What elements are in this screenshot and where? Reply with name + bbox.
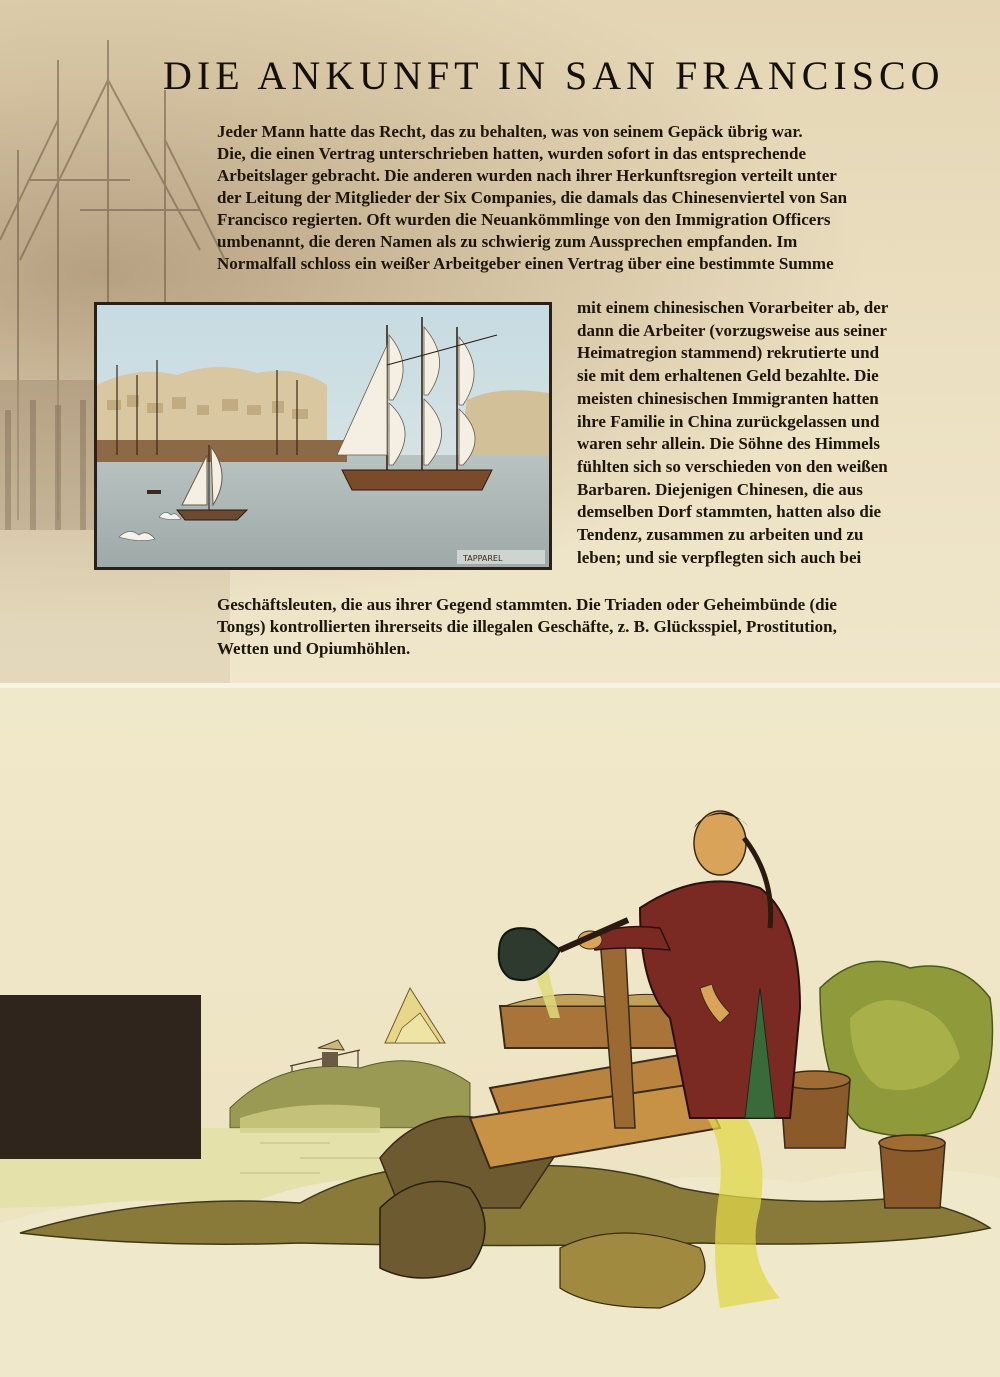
text-line: fühlten sich so verschieden von den weißen — [577, 456, 888, 476]
text-line: sie mit dem erhaltenen Geld bezahlte. Die — [577, 366, 879, 386]
artist-signature: TAPPAREL — [463, 554, 503, 563]
text-line: Die, die einen Vertrag unterschrieben hatten, wurden sofort in das entsprechende — [217, 144, 806, 163]
text-line: umbenannt, die deren Namen als zu schwierig zum Aussprechen empfanden. Im — [217, 232, 798, 251]
text-line: Arbeitslager gebracht. Die anderen wurden nach ihrer Herkunftsregion verteilt unter — [217, 166, 837, 185]
article-text-top — [217, 121, 937, 275]
text-line: Wetten und Opiumhöhlen. — [217, 639, 411, 658]
text-line: dann die Arbeiter (vorzugsweise aus seiner — [577, 320, 887, 340]
text-line: leben; und sie verpflegten sich auch bei — [577, 547, 862, 567]
page-title: DIE ANKUNFT IN SAN FRANCISCO — [163, 53, 945, 98]
article-text-right — [577, 297, 947, 569]
text-line: meisten chinesischen Immigranten hatten — [577, 388, 879, 408]
top-text-panel — [0, 0, 1000, 683]
text-line: mit einem chinesischen Vorarbeiter ab, der — [577, 298, 889, 317]
article-text-bottom — [217, 594, 957, 660]
text-line: Tendenz, zusammen zu arbeiten und zu — [577, 525, 864, 545]
text-line: Geschäftsleuten, die aus ihrer Gegend stammten. Die Triaden oder Geheimbünde (die — [217, 595, 837, 614]
text-line: Francisco regierten. Oft wurden die Neuankömmlinge von den Immigration Officers — [217, 210, 831, 229]
text-line: Heimatregion stammend) rekrutierte und — [577, 343, 880, 363]
text-line: demselben Dorf stammten, hatten also die — [577, 502, 882, 522]
text-line: Tongs) kontrollierten ihrerseits die illegalen Geschäfte, z. B. Glücksspiel, Prostitution, — [217, 617, 837, 636]
text-line: Normalfall schloss ein weißer Arbeitgeber einen Vertrag über eine bestimmte Summe — [217, 254, 834, 273]
harbor-illustration — [94, 302, 552, 570]
text-line: Jeder Mann hatte das Recht, das zu behalten, was von seinem Gepäck übrig war. — [217, 122, 803, 141]
text-line: waren sehr allein. Die Söhne des Himmels — [577, 434, 881, 454]
dark-color-block — [0, 995, 201, 1159]
text-line: der Leitung der Mitglieder der Six Companies, die damals das Chinesenviertel von San — [217, 188, 848, 207]
harbor-drawing — [97, 305, 549, 567]
text-line: ihre Familie in China zurückgelassen und — [577, 411, 880, 431]
text-line: Barbaren. Diejenigen Chinesen, die aus — [577, 479, 863, 499]
